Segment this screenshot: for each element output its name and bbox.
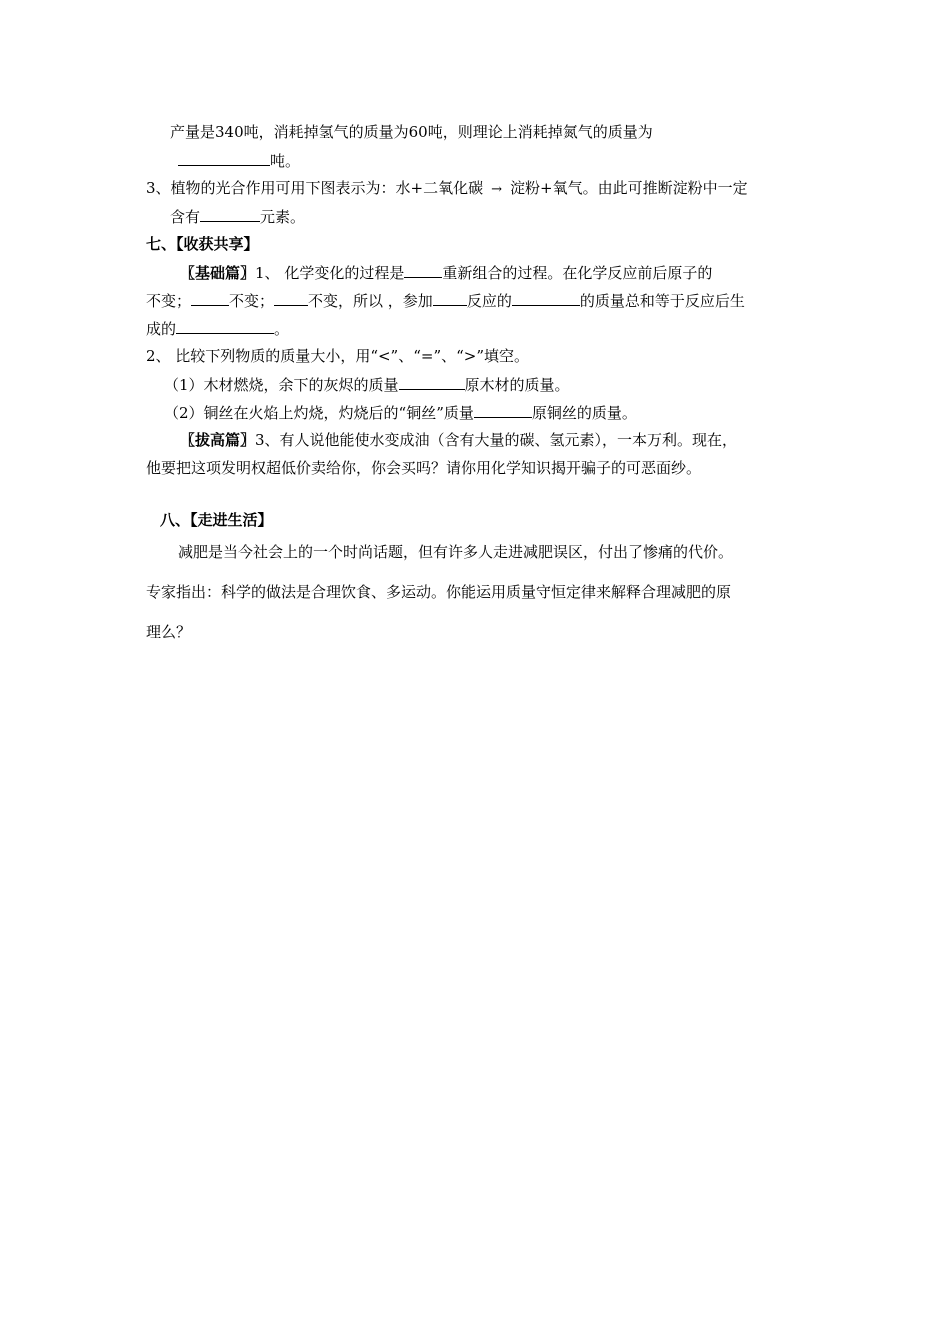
advanced-tag: 〖拔高篇〗 [180,431,256,449]
s7-adv-line1: 〖拔高篇〗3、有人说他能使水变成油（含有大量的碳、氢元素），一本万利。现在， [180,431,738,449]
s7-basic-line1: 〖基础篇〗1、 化学变化的过程是 重新组合的过程。在化学反应前后原子的 [180,264,713,282]
basic-tag: 〖基础篇〗 [180,264,256,282]
answer-blank[interactable] [474,402,532,418]
answer-blank[interactable] [200,206,260,222]
s7-basic-line2: 不变； 不变； 不变，所以 ，参加 反应的 的质量总和等于反应后生 [146,292,745,310]
s7-adv-line2: 他要把这项发明权超低价卖给你，你会买吗？请你用化学知识揭开骗子的可恶面纱。 [146,459,702,477]
s7-basic-line3: 成的 。 [146,320,290,338]
answer-blank[interactable] [404,262,442,278]
q3-line2: 含有 元素。 [170,208,306,226]
section8-heading: 八、【走进生活】 [160,511,273,529]
answer-blank[interactable] [512,290,580,306]
answer-blank[interactable] [176,318,274,334]
q3-line1: 3、植物的光合作用可用下图表示为：水+二氧化碳 → 淀粉+氧气。由此可推断淀粉中一定 [146,178,748,200]
s7-q2-item1: （1）木材燃烧，余下的灰烬的质量 原木材的质量。 [164,376,570,394]
s8-para-line1: 减肥是当今社会上的一个时尚话题，但有许多人走进减肥误区，付出了惨痛的代价。 [178,543,734,561]
answer-blank[interactable] [274,290,308,306]
answer-blank[interactable] [433,290,467,306]
answer-blank[interactable] [399,374,465,390]
reaction-arrow-icon: → [491,182,503,197]
s8-para-line2: 专家指出：科学的做法是合理饮食、多运动。你能运用质量守恒定律来解释合理减肥的原 [146,583,732,601]
s7-q2-title: 2、 比较下列物质的质量大小，用“<”、“=”、“>”填空。 [146,347,530,365]
s7-q2-item2: （2）铜丝在火焰上灼烧，灼烧后的“铜丝”质量 原铜丝的质量。 [164,404,637,422]
answer-blank[interactable] [178,150,270,166]
s8-para-line3: 理么？ [146,623,192,641]
q2-line1: 产量是340吨，消耗掉氢气的质量为60吨，则理论上消耗掉氮气的质量为 [170,123,653,141]
q2-line2: 吨。 [178,150,300,171]
section7-heading: 七、【收获共享】 [146,235,259,253]
answer-blank[interactable] [191,290,229,306]
